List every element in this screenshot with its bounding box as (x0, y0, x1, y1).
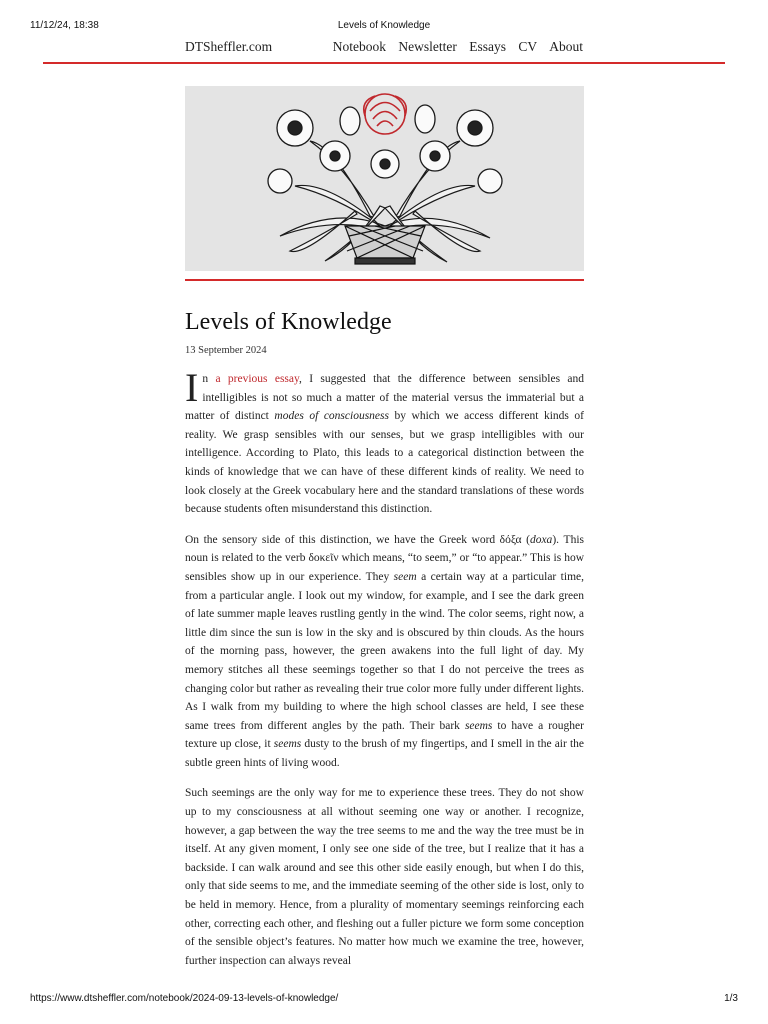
nav-essays[interactable]: Essays (469, 39, 506, 54)
p2-em-seems-1: seems (464, 719, 493, 732)
p1-text2: by which we access different kinds of reality. We grasp sensibles with our senses, but we grasp intelligibles with our intelligence. According to Plato, this leads to a categorical distinction between the kinds of knowledge that we can have of these different kinds of reality. We need to look closely at the Greek vocabulary here and the standard translations of these words because students often misunderstand this distinction. (185, 410, 584, 516)
p1-lead: n (202, 373, 216, 385)
p2-text4: to have a rougher texture up close, it (185, 719, 584, 751)
print-page-number: 1/3 (724, 993, 738, 1004)
nav-notebook[interactable]: Notebook (332, 39, 386, 54)
hero-image (185, 86, 584, 271)
previous-essay-link[interactable]: a previous essay (215, 373, 300, 385)
p2-em-doxa: doxa (529, 533, 553, 546)
hero-divider (185, 279, 584, 281)
main-nav (324, 39, 583, 55)
drop-cap: I (185, 365, 199, 410)
nav-newsletter[interactable]: Newsletter (398, 39, 457, 54)
print-url: https://www.dtsheffler.com/notebook/2024-09-13-levels-of-knowledge/ (30, 993, 339, 1004)
print-title: Levels of Knowledge (337, 20, 431, 31)
article-date: 13 September 2024 (185, 345, 267, 356)
flower-basket-illustration (185, 86, 584, 271)
p2-text3: a certain way at a particular time, from a particular angle. I look out my window, for example, and I see the dark green of late summer maple leaves rustling gently in the wind. The color seems, right now, a little dim since the sun is low in the sky and is obscured by thin clouds. As the hours of the morning pass, however, the green awakens into the full light of day. My memory stitches all these seemings together so that I do not perceive the trees as changing color but rather as revealing their true color more fully under different lights. As I walk from my building to where the high school classes are held, I see these same trees from different angles by the path. Their bark (185, 570, 584, 732)
paragraph-3: Such seemings are the only way for me to experience these trees. They do not show up to my consciousness at all without seeming one way or another. I recognize, however, a gap between the way the tree seems to me and the way the tree must be in itself. At any given moment, I only see one side of the tree, but I realize that it has a backside. I can walk around and see this other side easily enough, but when I do this, only that side seems to me, and the immediate seeming of the other side is lost, only to be held in memory. Hence, from a plurality of momentary seemings reinforcing each other, correcting each other, and fleshing out a fuller picture we form some conception of the sensible object’s features. No matter how much we examine the tree, however, further inspection can always reveal (185, 787, 584, 967)
p1-text1: , I suggested that the difference between sensibles and intelligibles is not so much a matter of the material versus the immaterial but a matter of distinct (185, 373, 585, 423)
site-header (185, 39, 583, 57)
article-title: Levels of Knowledge (185, 309, 392, 335)
p2-text1: On the sensory side of this distinction, we have the Greek word δόξα ( (185, 533, 530, 546)
article (185, 307, 584, 982)
paragraph-2 (185, 531, 584, 773)
print-footer (30, 993, 738, 1007)
p2-text5: dusty to the brush of my fingertips, and I smell in the air the subtle green hints of living wood. (185, 738, 584, 769)
p2-em-seems-2: seems (273, 738, 302, 751)
header-divider (43, 62, 725, 64)
nav-about[interactable]: About (549, 39, 583, 54)
article-body (185, 365, 585, 970)
p2-text2: ). This noun is related to the verb δοκεῖν which means, “to seem,” or “to appear.” This is how sensibles show up in our experience. They (185, 533, 584, 583)
site-brand-link[interactable]: DTSheffler.com (185, 39, 273, 54)
paragraph-1 (185, 365, 585, 519)
print-header (30, 20, 738, 34)
p1-emphasis: modes of consciousness (274, 410, 389, 423)
nav-cv[interactable]: CV (518, 39, 537, 54)
p2-em-seem: seem (393, 570, 417, 583)
print-datetime: 11/12/24, 18:38 (30, 20, 99, 31)
